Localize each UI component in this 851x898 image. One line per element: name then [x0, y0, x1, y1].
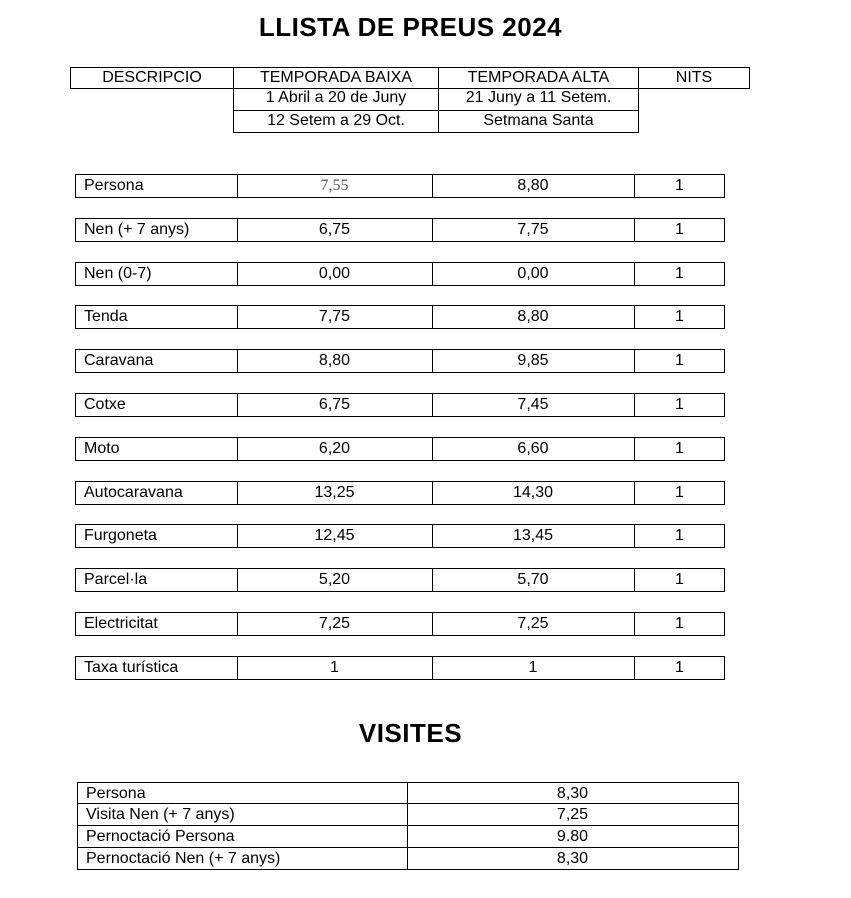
price-alta: 6,60: [432, 437, 635, 461]
nits-value: 1: [634, 218, 725, 242]
visites-title: VISITES: [358, 718, 463, 748]
price-alta: 8,80: [432, 174, 635, 198]
price-baixa: 8,80: [237, 349, 433, 373]
table-row: [75, 349, 725, 373]
row-label: Tenda: [75, 305, 238, 329]
price-baixa: 1: [237, 656, 433, 680]
row-label: Nen (0-7): [75, 262, 238, 286]
nits-value: 1: [634, 174, 725, 198]
row-label: Furgoneta: [75, 524, 238, 548]
price-baixa: 6,75: [237, 218, 433, 242]
table-row: [75, 262, 725, 286]
nits-value: 1: [634, 481, 725, 505]
row-label: Cotxe: [75, 393, 238, 417]
visit-price: 8,30: [407, 848, 739, 870]
price-alta: 14,30: [432, 481, 635, 505]
table-row: [77, 826, 739, 848]
visit-price: 7,25: [407, 804, 739, 826]
price-baixa: 12,45: [237, 524, 433, 548]
baixa-period-2: 12 Setem a 29 Oct.: [233, 110, 439, 133]
nits-value: 1: [634, 305, 725, 329]
nits-value: 1: [634, 437, 725, 461]
table-row: [75, 656, 725, 680]
nits-value: 1: [634, 349, 725, 373]
table-row: [75, 568, 725, 592]
table-row: [75, 174, 725, 198]
alta-period-1: 21 Juny a 11 Setem.: [438, 88, 639, 111]
price-baixa: 6,20: [237, 437, 433, 461]
table-row: [75, 393, 725, 417]
price-baixa: 7,55: [237, 174, 433, 198]
price-alta: 7,45: [432, 393, 635, 417]
table-row: [75, 612, 725, 636]
table-row: [75, 305, 725, 329]
header-temporada-alta: TEMPORADA ALTA: [438, 67, 639, 89]
visit-label: Visita Nen (+ 7 anys): [77, 804, 408, 826]
table-row: [75, 218, 725, 242]
price-alta: 7,25: [432, 612, 635, 636]
price-alta: 9,85: [432, 349, 635, 373]
price-alta: 13,45: [432, 524, 635, 548]
visit-price: 9.80: [407, 826, 739, 848]
row-label: Taxa turística: [75, 656, 238, 680]
header-temporada-baixa: TEMPORADA BAIXA: [233, 67, 439, 89]
nits-value: 1: [634, 393, 725, 417]
table-row: [77, 804, 739, 826]
table-row: [75, 437, 725, 461]
row-label: Moto: [75, 437, 238, 461]
header-descripcio: DESCRIPCIO: [70, 67, 234, 89]
price-alta: 5,70: [432, 568, 635, 592]
price-baixa: 0,00: [237, 262, 433, 286]
visit-label: Pernoctació Persona: [77, 826, 408, 848]
nits-value: 1: [634, 524, 725, 548]
price-alta: 0,00: [432, 262, 635, 286]
table-row: [77, 782, 739, 804]
price-baixa: 13,25: [237, 481, 433, 505]
price-baixa: 7,75: [237, 305, 433, 329]
row-label: Parcel·la: [75, 568, 238, 592]
visit-label: Pernoctació Nen (+ 7 anys): [77, 848, 408, 870]
row-label: Electricitat: [75, 612, 238, 636]
nits-value: 1: [634, 262, 725, 286]
price-alta: 7,75: [432, 218, 635, 242]
page-title: LLISTA DE PREUS 2024: [258, 12, 563, 42]
nits-value: 1: [634, 612, 725, 636]
visites-table: [77, 782, 739, 870]
alta-period-2: Setmana Santa: [438, 110, 639, 133]
baixa-period-1: 1 Abril a 20 de Juny: [233, 88, 439, 111]
price-alta: 8,80: [432, 305, 635, 329]
price-alta: 1: [432, 656, 635, 680]
table-row: [77, 848, 739, 870]
price-baixa: 6,75: [237, 393, 433, 417]
visit-price: 8,30: [407, 782, 739, 804]
header-nits: NITS: [638, 67, 750, 89]
price-baixa: 7,25: [237, 612, 433, 636]
row-label: Autocaravana: [75, 481, 238, 505]
price-baixa: 5,20: [237, 568, 433, 592]
nits-value: 1: [634, 656, 725, 680]
table-row: [75, 524, 725, 548]
row-label: Caravana: [75, 349, 238, 373]
visit-label: Persona: [77, 782, 408, 804]
nits-value: 1: [634, 568, 725, 592]
row-label: Persona: [75, 174, 238, 198]
row-label: Nen (+ 7 anys): [75, 218, 238, 242]
table-row: [75, 481, 725, 505]
